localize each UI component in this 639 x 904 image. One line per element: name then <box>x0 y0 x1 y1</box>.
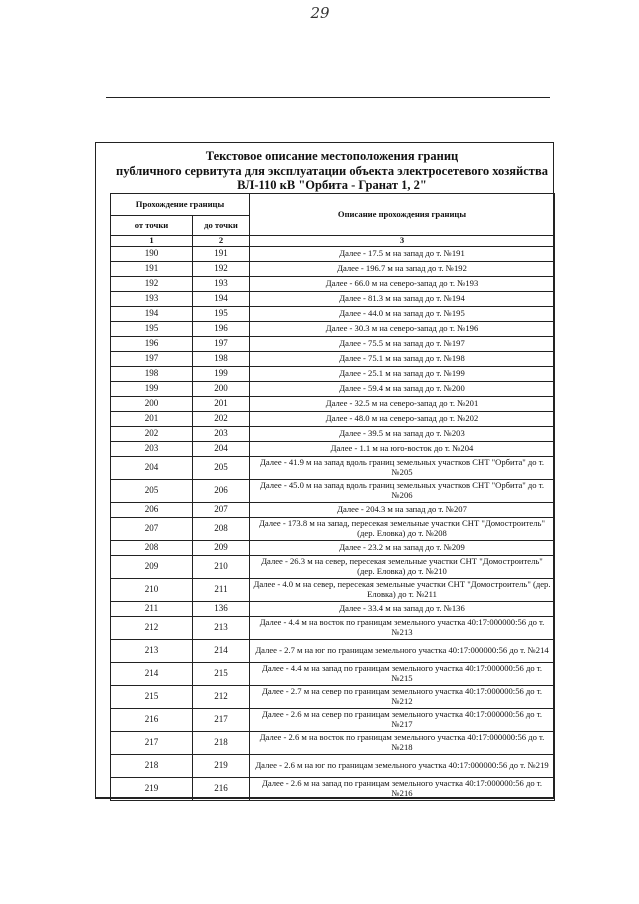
to-point-cell: 201 <box>193 397 250 412</box>
from-point-cell: 217 <box>111 732 193 755</box>
from-point-cell: 213 <box>111 640 193 663</box>
table-row <box>111 382 555 397</box>
document-title <box>110 149 554 193</box>
table-row <box>111 579 555 602</box>
to-point-cell: 210 <box>193 556 250 579</box>
to-point-cell: 219 <box>193 755 250 778</box>
table-row <box>111 397 555 412</box>
to-point-cell: 213 <box>193 617 250 640</box>
footer-rule <box>95 797 554 799</box>
to-point-cell: 209 <box>193 541 250 556</box>
description-cell: Далее - 4.4 м на восток по границам земельного участка 40:17:000000:56 до т. №213 <box>250 617 555 640</box>
description-cell: Далее - 25.1 м на запад до т. №199 <box>250 367 555 382</box>
from-point-cell: 197 <box>111 352 193 367</box>
description-cell: Далее - 23.2 м на запад до т. №209 <box>250 541 555 556</box>
description-cell: Далее - 81.3 м на запад до т. №194 <box>250 292 555 307</box>
table-row <box>111 412 555 427</box>
description-cell: Далее - 30.3 м на северо-запад до т. №196 <box>250 322 555 337</box>
to-point-cell: 218 <box>193 732 250 755</box>
boundary-table <box>110 193 555 801</box>
from-point-cell: 191 <box>111 262 193 277</box>
from-point-cell: 207 <box>111 518 193 541</box>
to-point-cell: 200 <box>193 382 250 397</box>
to-point-cell: 193 <box>193 277 250 292</box>
to-point-cell: 194 <box>193 292 250 307</box>
to-point-cell: 212 <box>193 686 250 709</box>
to-point-cell: 202 <box>193 412 250 427</box>
to-point-cell: 214 <box>193 640 250 663</box>
description-cell: Далее - 2.6 м на запад по границам земельного участка 40:17:000000:56 до т. №216 <box>250 778 555 801</box>
description-cell: Далее - 173.8 м на запад, пересекая земельные участки СНТ "Домостроитель" (дер. Еловка) до т. №208 <box>250 518 555 541</box>
table-row <box>111 755 555 778</box>
from-point-cell: 200 <box>111 397 193 412</box>
description-cell: Далее - 75.1 м на запад до т. №198 <box>250 352 555 367</box>
to-point-cell: 208 <box>193 518 250 541</box>
table-row <box>111 686 555 709</box>
to-point-cell: 206 <box>193 480 250 503</box>
description-cell: Далее - 66.0 м на северо-запад до т. №193 <box>250 277 555 292</box>
to-point-cell: 203 <box>193 427 250 442</box>
description-cell: Далее - 32.5 м на северо-запад до т. №201 <box>250 397 555 412</box>
table-row <box>111 292 555 307</box>
table-row <box>111 617 555 640</box>
table-row <box>111 732 555 755</box>
header-to-point: до точки <box>193 216 250 236</box>
to-point-cell: 205 <box>193 457 250 480</box>
table-row <box>111 518 555 541</box>
table-row <box>111 709 555 732</box>
table-row <box>111 503 555 518</box>
title-line-3: ВЛ-110 кВ "Орбита - Гранат 1, 2" <box>237 178 427 192</box>
from-point-cell: 201 <box>111 412 193 427</box>
table-row <box>111 322 555 337</box>
description-cell: Далее - 2.6 м на восток по границам земельного участка 40:17:000000:56 до т. №218 <box>250 732 555 755</box>
description-cell: Далее - 48.0 м на северо-запад до т. №202 <box>250 412 555 427</box>
to-point-cell: 217 <box>193 709 250 732</box>
description-cell: Далее - 2.7 м на юг по границам земельного участка 40:17:000000:56 до т. №214 <box>250 640 555 663</box>
description-cell: Далее - 1.1 м на юго-восток до т. №204 <box>250 442 555 457</box>
description-cell: Далее - 4.0 м на север, пересекая земельные участки СНТ "Домостроитель" (дер. Еловка) до т. №211 <box>250 579 555 602</box>
header-col-3: 3 <box>250 236 555 247</box>
header-from-point: от точки <box>111 216 193 236</box>
from-point-cell: 196 <box>111 337 193 352</box>
from-point-cell: 199 <box>111 382 193 397</box>
to-point-cell: 197 <box>193 337 250 352</box>
from-point-cell: 203 <box>111 442 193 457</box>
from-point-cell: 208 <box>111 541 193 556</box>
to-point-cell: 199 <box>193 367 250 382</box>
title-line-1: Текстовое описание местоположения границ <box>205 149 459 163</box>
from-point-cell: 218 <box>111 755 193 778</box>
table-body <box>111 247 555 801</box>
table-row <box>111 352 555 367</box>
to-point-cell: 204 <box>193 442 250 457</box>
table-row <box>111 247 555 262</box>
from-point-cell: 192 <box>111 277 193 292</box>
title-line-2: публичного сервитута для эксплуатации объекта электросетевого хозяйства <box>116 163 548 178</box>
description-cell: Далее - 2.6 м на север по границам земельного участка 40:17:000000:56 до т. №217 <box>250 709 555 732</box>
to-point-cell: 195 <box>193 307 250 322</box>
description-cell: Далее - 4.4 м на запад по границам земельного участка 40:17:000000:56 до т. №215 <box>250 663 555 686</box>
to-point-cell: 192 <box>193 262 250 277</box>
from-point-cell: 198 <box>111 367 193 382</box>
description-cell: Далее - 41.9 м на запад вдоль границ земельных участков СНТ "Орбита" до т. №205 <box>250 457 555 480</box>
from-point-cell: 214 <box>111 663 193 686</box>
from-point-cell: 205 <box>111 480 193 503</box>
description-cell: Далее - 75.5 м на запад до т. №197 <box>250 337 555 352</box>
from-point-cell: 190 <box>111 247 193 262</box>
from-point-cell: 211 <box>111 602 193 617</box>
description-cell: Далее - 44.0 м на запад до т. №195 <box>250 307 555 322</box>
from-point-cell: 219 <box>111 778 193 801</box>
to-point-cell: 211 <box>193 579 250 602</box>
description-cell: Далее - 2.6 м на юг по границам земельного участка 40:17:000000:56 до т. №219 <box>250 755 555 778</box>
table-row <box>111 262 555 277</box>
page-number: 29 <box>310 4 330 22</box>
to-point-cell: 196 <box>193 322 250 337</box>
description-cell: Далее - 26.3 м на север, пересекая земельные участки СНТ "Домостроитель" (дер. Еловка) до т. №210 <box>250 556 555 579</box>
header-boundary-passage: Прохождение границы <box>111 194 250 216</box>
from-point-cell: 210 <box>111 579 193 602</box>
table-row <box>111 480 555 503</box>
from-point-cell: 193 <box>111 292 193 307</box>
to-point-cell: 207 <box>193 503 250 518</box>
from-point-cell: 195 <box>111 322 193 337</box>
table-row <box>111 457 555 480</box>
header-col-1: 1 <box>111 236 193 247</box>
from-point-cell: 209 <box>111 556 193 579</box>
table-row <box>111 556 555 579</box>
to-point-cell: 198 <box>193 352 250 367</box>
header-description: Описание прохождения границы <box>250 194 555 236</box>
from-point-cell: 212 <box>111 617 193 640</box>
table-row <box>111 640 555 663</box>
table-row <box>111 541 555 556</box>
description-cell: Далее - 39.5 м на запад до т. №203 <box>250 427 555 442</box>
table-row <box>111 442 555 457</box>
from-point-cell: 215 <box>111 686 193 709</box>
description-cell: Далее - 59.4 м на запад до т. №200 <box>250 382 555 397</box>
header-col-2: 2 <box>193 236 250 247</box>
to-point-cell: 136 <box>193 602 250 617</box>
description-cell: Далее - 33.4 м на запад до т. №136 <box>250 602 555 617</box>
table-row <box>111 277 555 292</box>
to-point-cell: 215 <box>193 663 250 686</box>
from-point-cell: 206 <box>111 503 193 518</box>
table-row <box>111 367 555 382</box>
description-cell: Далее - 45.0 м на запад вдоль границ земельных участков СНТ "Орбита" до т. №206 <box>250 480 555 503</box>
from-point-cell: 202 <box>111 427 193 442</box>
header-rule <box>106 97 550 98</box>
table-row <box>111 427 555 442</box>
from-point-cell: 204 <box>111 457 193 480</box>
description-cell: Далее - 196.7 м на запад до т. №192 <box>250 262 555 277</box>
table-row <box>111 663 555 686</box>
to-point-cell: 191 <box>193 247 250 262</box>
table-row <box>111 307 555 322</box>
table-row <box>111 602 555 617</box>
table-row <box>111 337 555 352</box>
from-point-cell: 216 <box>111 709 193 732</box>
description-cell: Далее - 2.7 м на север по границам земельного участка 40:17:000000:56 до т. №212 <box>250 686 555 709</box>
description-cell: Далее - 17.5 м на запад до т. №191 <box>250 247 555 262</box>
to-point-cell: 216 <box>193 778 250 801</box>
from-point-cell: 194 <box>111 307 193 322</box>
description-cell: Далее - 204.3 м на запад до т. №207 <box>250 503 555 518</box>
